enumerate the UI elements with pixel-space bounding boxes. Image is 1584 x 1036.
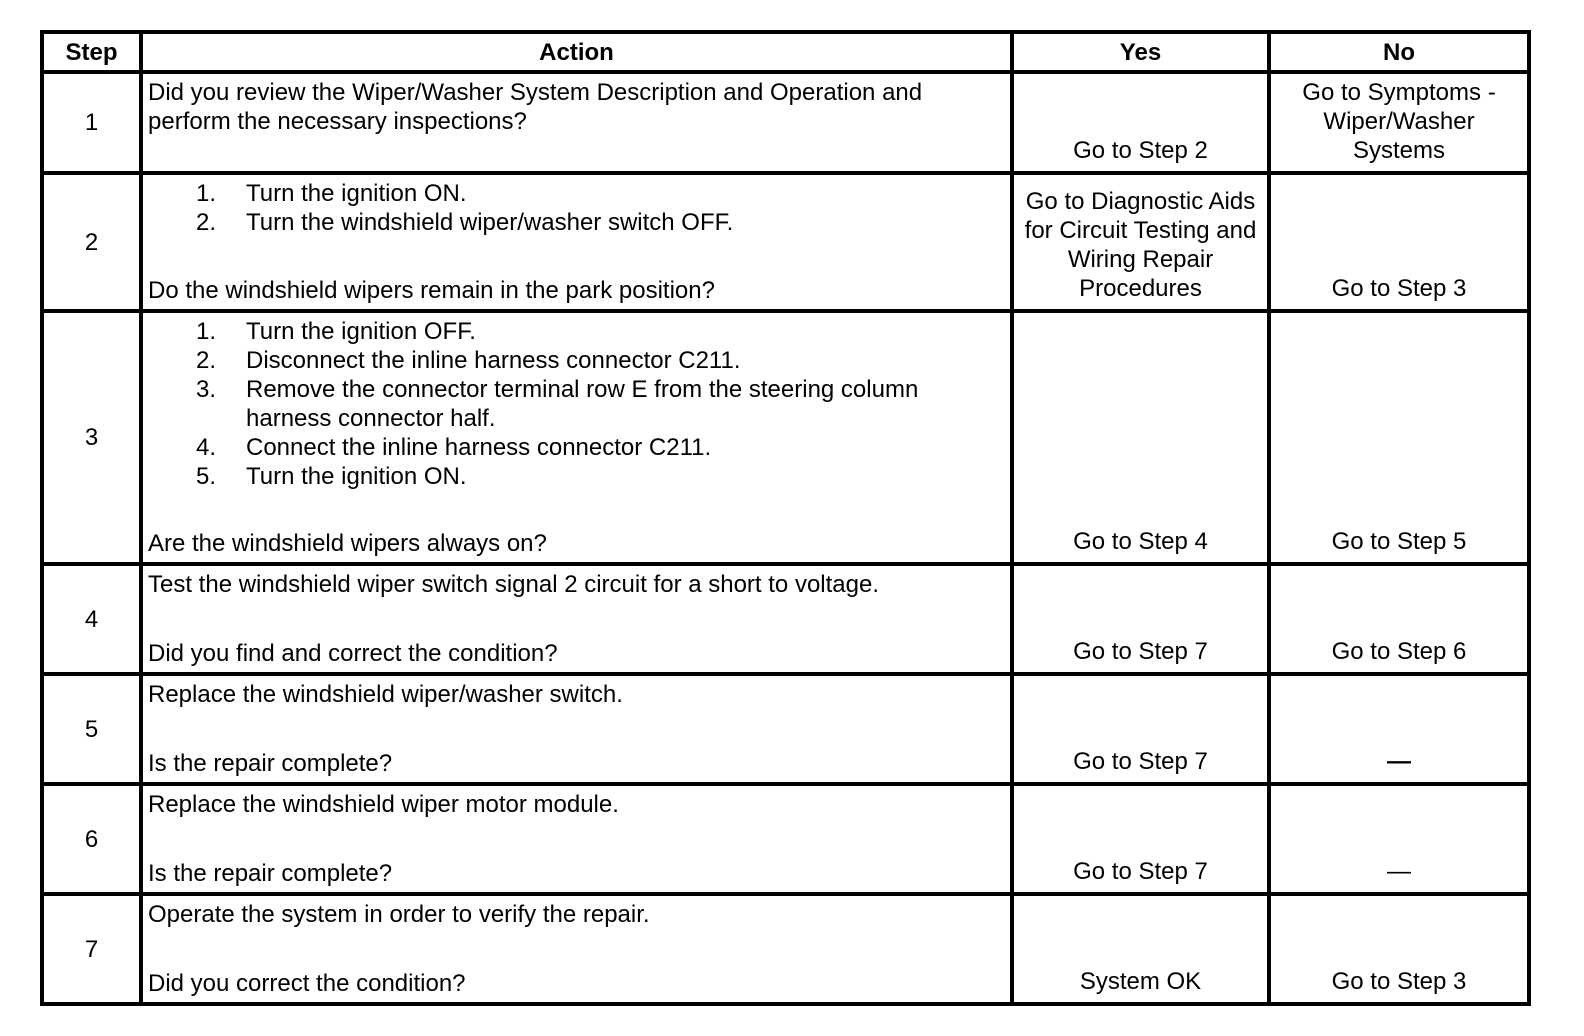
action-question: Did you correct the condition?	[148, 970, 466, 997]
no-cell: Go to Symptoms - Wiper/Washer Systems	[1269, 72, 1529, 173]
action-question: Did you find and correct the condition?	[148, 640, 558, 667]
step-number: 1	[42, 72, 141, 173]
action-text: Replace the windshield wiper/washer switch.	[148, 681, 623, 708]
no-cell: Go to Step 3	[1269, 894, 1529, 1004]
step-number: 5	[42, 674, 141, 784]
step-number: 4	[42, 564, 141, 674]
step-number: 6	[42, 784, 141, 894]
step-number: 3	[42, 311, 141, 564]
action-question: Do the windshield wipers remain in the park position?	[148, 277, 715, 304]
action-cell	[141, 674, 1012, 784]
substep: Turn the ignition ON.	[246, 463, 467, 490]
header-no: No	[1269, 32, 1529, 72]
substep-list	[148, 317, 1004, 491]
yes-cell: Go to Step 7	[1012, 784, 1269, 894]
action-cell	[141, 173, 1012, 311]
table-row	[42, 311, 1529, 564]
yes-cell: Go to Step 7	[1012, 674, 1269, 784]
no-cell: Go to Step 6	[1269, 564, 1529, 674]
action-cell	[141, 894, 1012, 1004]
yes-cell: System OK	[1012, 894, 1269, 1004]
yes-cell: Go to Step 2	[1012, 72, 1269, 173]
header-row	[42, 32, 1529, 72]
step-number: 2	[42, 173, 141, 311]
header-action: Action	[141, 32, 1012, 72]
substep: Turn the ignition OFF.	[246, 318, 476, 345]
action-question: Are the windshield wipers always on?	[148, 530, 547, 557]
substep: Connect the inline harness connector C211.	[246, 434, 712, 461]
substep: Remove the connector terminal row E from the steering column harness connector half.	[246, 376, 919, 432]
table-row	[42, 894, 1529, 1004]
diagnostic-table	[40, 30, 1531, 1006]
action-cell	[141, 72, 1012, 173]
substep: Turn the windshield wiper/washer switch OFF.	[246, 209, 734, 236]
yes-cell: Go to Diagnostic Aids for Circuit Testing and Wiring Repair Procedures	[1012, 173, 1269, 311]
table-row	[42, 674, 1529, 784]
yes-cell: Go to Step 7	[1012, 564, 1269, 674]
action-cell	[141, 784, 1012, 894]
action-text: Operate the system in order to verify the repair.	[148, 901, 650, 928]
action-text: Test the windshield wiper switch signal 2 circuit for a short to voltage.	[148, 571, 880, 598]
no-cell: Go to Step 3	[1269, 173, 1529, 311]
no-cell: —	[1269, 784, 1529, 894]
action-text: Replace the windshield wiper motor module.	[148, 791, 619, 818]
action-cell	[141, 564, 1012, 674]
table-row	[42, 173, 1529, 311]
table-row	[42, 564, 1529, 674]
no-cell	[1269, 674, 1529, 784]
action-question: Is the repair complete?	[148, 860, 393, 887]
substep: Disconnect the inline harness connector C211.	[246, 347, 741, 374]
substep: Turn the ignition ON.	[246, 180, 467, 207]
action-cell	[141, 311, 1012, 564]
no-cell: Go to Step 5	[1269, 311, 1529, 564]
table-row	[42, 72, 1529, 173]
step-number: 7	[42, 894, 141, 1004]
header-step: Step	[42, 32, 141, 72]
action-text: Did you review the Wiper/Washer System Description and Operation and perform the necessary inspections?	[148, 79, 923, 135]
substep-list	[148, 179, 1004, 237]
table-row	[42, 784, 1529, 894]
header-yes: Yes	[1012, 32, 1269, 72]
no-dash: —	[1387, 748, 1411, 775]
yes-cell: Go to Step 4	[1012, 311, 1269, 564]
action-question: Is the repair complete?	[148, 750, 393, 777]
